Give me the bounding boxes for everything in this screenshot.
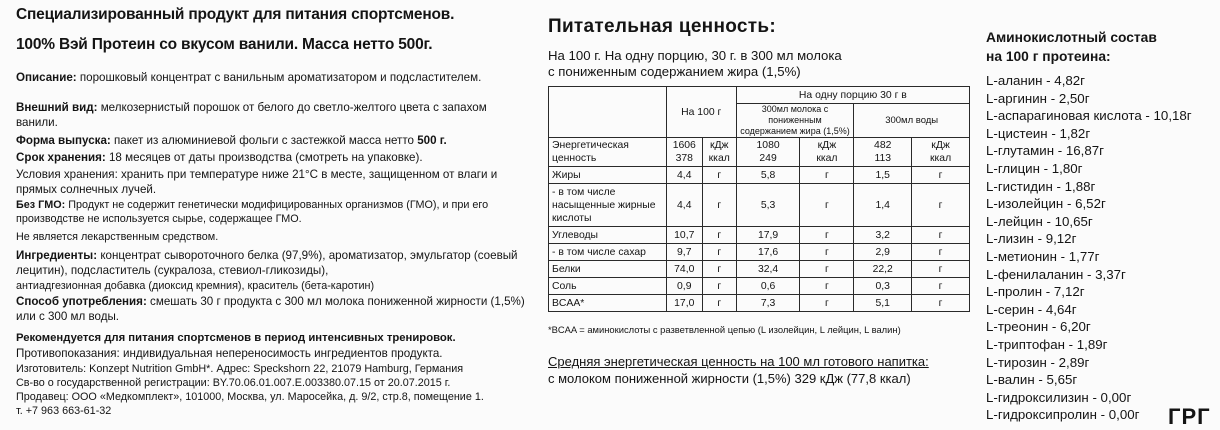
cell-unit: г [702, 244, 736, 261]
cell-unit: г [912, 167, 970, 184]
per-line-2: с пониженным содержанием жира (1,5%) [548, 64, 801, 79]
cell-unit: г [800, 295, 854, 312]
amino-item: L-метионин - 1,77г [986, 248, 1100, 264]
cell-value: 17,6 [736, 244, 800, 261]
cell-unit: г [912, 278, 970, 295]
amino-item: L-лизин - 9,12г [986, 231, 1077, 247]
manufacturer: Изготовитель: Konzept Nutrition GmbH*. Адрес: Speckshorn 22, 21079 Hamburg, Германия [16, 363, 464, 375]
cell-value: 17,0 [666, 295, 702, 312]
cell-unit: г [702, 295, 736, 312]
amino-item: L-гидроксипролин - 0,00г [986, 407, 1140, 423]
ingredients-cont: антиадгезионная добавка (диоксид кремния), краситель (бета-каротин) [16, 280, 375, 292]
cell-unit: кДж ккал [800, 138, 854, 167]
cell-unit: г [702, 261, 736, 278]
cell-name: Энергетическая ценность [549, 138, 667, 167]
cell-value: 9,7 [666, 244, 702, 261]
header-milk: 300мл молока с пониженным содержанием жира (1,5%) [736, 104, 854, 138]
table-row [549, 167, 970, 184]
cell-value: 22,2 [854, 261, 912, 278]
cell-name: Углеводы [549, 227, 667, 244]
cell-value: 5,3 [736, 184, 800, 227]
table-header-row [549, 87, 970, 104]
cell-unit: г [702, 278, 736, 295]
amino-item: L-треонин - 6,20г [986, 319, 1091, 335]
contraindications: Противопоказания: индивидуальная непереносимость ингредиентов продукта. [16, 347, 443, 360]
energy-title: Средняя энергетическая ценность на 100 мл готового напитка: [548, 354, 929, 369]
not-medicine-note: Не является лекарственным средством. [16, 231, 219, 243]
cell-value: 7,3 [736, 295, 800, 312]
cell-value: 32,4 [736, 261, 800, 278]
amino-list [986, 72, 1192, 424]
cell-unit: г [912, 295, 970, 312]
energy-value: с молоком пониженной жирности (1,5%) 329 кДж (77,8 ккал) [548, 371, 911, 386]
cell-value: 10,7 [666, 227, 702, 244]
appearance: Внешний вид: мелкозернистый порошок от белого до светло-желтого цвета с запахом ванили. [16, 101, 487, 129]
amino-title-2: на 100 г протеина: [986, 49, 1111, 64]
cell-unit: г [912, 261, 970, 278]
cell-name: Жиры [549, 167, 667, 184]
cell-name: Соль [549, 278, 667, 295]
cell-value: 482 113 [854, 138, 912, 167]
storage-conditions: Условия хранения: хранить при температуре ниже 21°С в месте, защищенном от влаги и прямых солнечных лучей. [16, 168, 498, 196]
header-serving: На одну порцию 30 г в [736, 87, 969, 104]
cell-unit: г [912, 227, 970, 244]
product-subtitle: 100% Вэй Протеин со вкусом ванили. Масса нетто 500г. [16, 36, 433, 53]
nutrition-rows [549, 138, 970, 312]
cell-unit: кДж ккал [702, 138, 736, 167]
cell-unit: г [912, 184, 970, 227]
cell-unit: г [800, 184, 854, 227]
release-form: Форма выпуска: пакет из алюминиевой фольги с застежкой масса нетто 500 г. [16, 134, 447, 147]
amino-item: L-цистеин - 1,82г [986, 125, 1091, 141]
amino-item: L-пролин - 7,12г [986, 284, 1085, 300]
corner-mark: ГРГ [1168, 404, 1211, 429]
table-row [549, 278, 970, 295]
shelf-life: Срок хранения: 18 месяцев от даты производства (смотреть на упаковке). [16, 151, 423, 164]
cell-value: 4,4 [666, 184, 702, 227]
amino-item: L-аспарагиновая кислота - 10,18г [986, 108, 1192, 124]
bcaa-footnote: *BCAA = аминокислоты с разветвленной цепью (L изолейцин, L лейцин, L валин) [548, 324, 901, 335]
cell-value: 1,4 [854, 184, 912, 227]
cell-value: 5,8 [736, 167, 800, 184]
cell-unit: кДж ккал [912, 138, 970, 167]
amino-item: L-гистидин - 1,88г [986, 178, 1096, 194]
header-water: 300мл воды [854, 104, 970, 138]
table-row [549, 295, 970, 312]
cell-unit: г [800, 278, 854, 295]
cell-unit: г [912, 244, 970, 261]
amino-item: L-глицин - 1,80г [986, 160, 1083, 176]
product-title: Специализированный продукт для питания спортсменов. [16, 6, 455, 23]
amino-item: L-валин - 5,65г [986, 372, 1078, 388]
table-row [549, 184, 970, 227]
amino-item: L-глутамин - 16,87г [986, 143, 1104, 159]
cell-value: 1606 378 [666, 138, 702, 167]
amino-item: L-аргинин - 2,50г [986, 90, 1090, 106]
cell-value: 1,5 [854, 167, 912, 184]
cell-name: - в том числе сахар [549, 244, 667, 261]
cell-unit: г [702, 184, 736, 227]
per-line-1: На 100 г. На одну порцию, 30 г. в 300 мл молока [548, 48, 842, 63]
cell-value: 74,0 [666, 261, 702, 278]
amino-title-1: Аминокислотный состав [986, 30, 1157, 45]
phone: т. +7 963 663-61-32 [16, 405, 112, 417]
cell-unit: г [800, 261, 854, 278]
cell-value: 2,9 [854, 244, 912, 261]
cell-value: 0,9 [666, 278, 702, 295]
amino-item: L-серин - 4,64г [986, 301, 1077, 317]
cell-value: 0,3 [854, 278, 912, 295]
cell-name: BCAA* [549, 295, 667, 312]
description: Описание: порошковый концентрат с ванильным ароматизатором и подсластителем. [16, 71, 482, 84]
header-per-100: На 100 г [666, 87, 736, 138]
amino-item: L-триптофан - 1,89г [986, 336, 1108, 352]
amino-item: L-изолейцин - 6,52г [986, 196, 1106, 212]
amino-item: L-гидроксилизин - 0,00г [986, 389, 1132, 405]
cell-unit: г [702, 167, 736, 184]
cell-value: 1080 249 [736, 138, 800, 167]
ingredients: Ингредиенты: концентрат сывороточного белка (97,9%), ароматизатор, эмульгатор (соевый лецитин), подсластитель (сукралоза, стевиол-гликозиды), [16, 249, 518, 277]
nutrition-table [548, 86, 970, 312]
nutrition-title: Питательная ценность: [548, 16, 776, 37]
table-row [549, 138, 970, 167]
recommendation: Рекомендуется для питания спортсменов в период интенсивных тренировок. [16, 332, 456, 344]
cell-unit: г [800, 227, 854, 244]
cell-value: 5,1 [854, 295, 912, 312]
table-row [549, 227, 970, 244]
table-row [549, 261, 970, 278]
cell-value: 4,4 [666, 167, 702, 184]
cell-value: 3,2 [854, 227, 912, 244]
amino-item: L-фенилаланин - 3,37г [986, 266, 1126, 282]
cell-value: 17,9 [736, 227, 800, 244]
table-row [549, 244, 970, 261]
seller: Продавец: ООО «Медкомплект», 101000, Москва, ул. Маросейка, д. 9/2, стр.8, помещение 1. [16, 391, 484, 403]
cell-unit: г [702, 227, 736, 244]
cell-unit: г [800, 244, 854, 261]
usage: Способ употребления: смешать 30 г продукта с 300 мл молока пониженной жирности (1,5%) или с 300 мл воды. [16, 295, 525, 323]
gmo-statement: Без ГМО: Продукт не содержит генетически модифицированных организмов (ГМО), и при его производстве не используется сырье, содержащее ГМО. [16, 199, 489, 225]
amino-item: L-тирозин - 2,89г [986, 354, 1090, 370]
cell-value: 0,6 [736, 278, 800, 295]
registration: Св-во о государственной регистрации: BY.70.06.01.007.E.003380.07.15 от 20.07.2015 г. [16, 377, 451, 389]
cell-unit: г [800, 167, 854, 184]
amino-item: L-аланин - 4,82г [986, 73, 1086, 88]
cell-name: Белки [549, 261, 667, 278]
amino-item: L-лейцин - 10,65г [986, 213, 1093, 229]
cell-name: - в том числе насыщенные жирные кислоты [549, 184, 667, 227]
